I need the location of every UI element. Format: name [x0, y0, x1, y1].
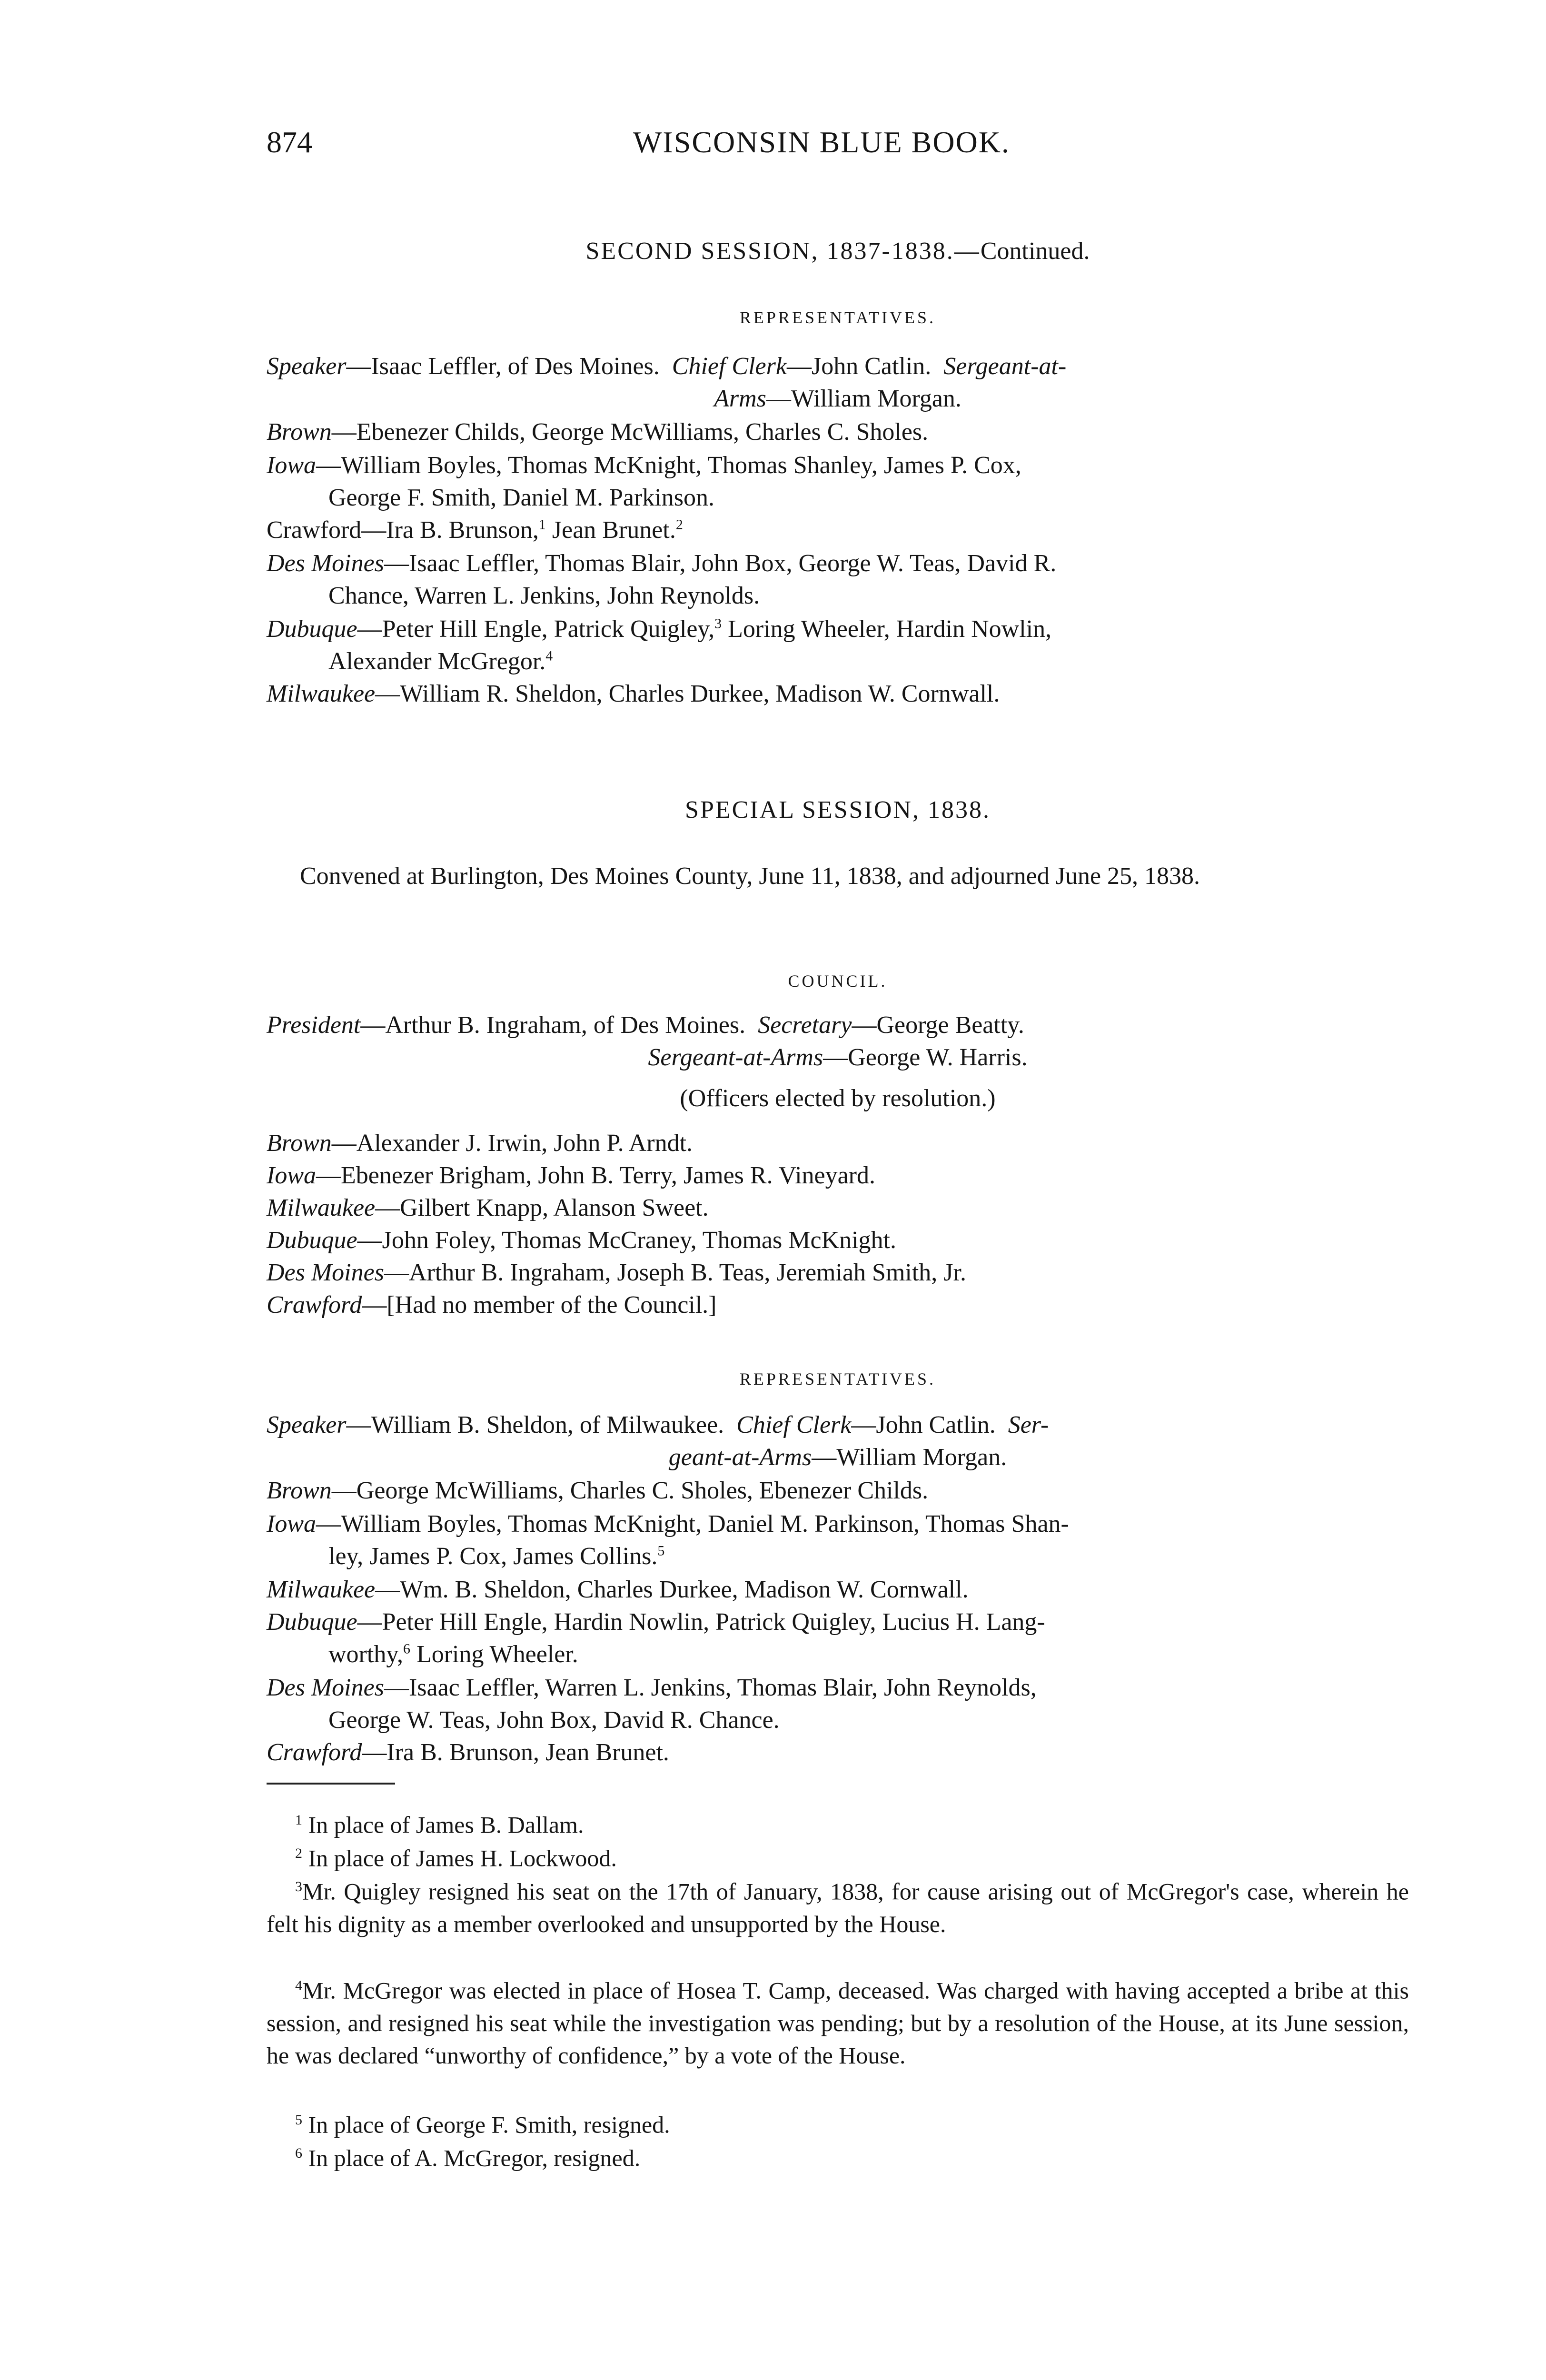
convened-paragraph: Convened at Burlington, Des Moines County, June 11, 1838, and adjourned June 25, 1838.: [300, 863, 1200, 890]
member-names: —Gilbert Knapp, Alanson Sweet.: [375, 1194, 709, 1221]
clerk-name: —John Catlin.: [786, 353, 932, 380]
clerk-label: Chief Clerk: [736, 1411, 852, 1438]
sergeant-name: —George W. Harris.: [823, 1044, 1028, 1071]
page-number: 874: [267, 125, 312, 159]
footnote: [267, 2137, 1409, 2174]
clerk-label: Chief Clerk: [672, 353, 787, 380]
second-session-reps-label: REPRESENTATIVES.: [739, 308, 936, 327]
council-officers: [267, 1009, 1409, 1041]
member-names: —Ira B. Brunson, Jean Brunet.: [362, 1739, 669, 1766]
footnote: [267, 1970, 1409, 2072]
county-name: Des Moines: [267, 1674, 384, 1701]
member-names: Jean Brunet.: [545, 516, 676, 544]
rep-member-entry-cont: [267, 1638, 1471, 1671]
second-session-continued: Continued.: [980, 238, 1090, 265]
speaker-label: Speaker: [267, 353, 347, 380]
member-entry: [267, 613, 1409, 645]
county-name: Crawford: [267, 516, 362, 544]
council-sergeant-line: [267, 1041, 1409, 1074]
county-name: Des Moines: [267, 1259, 384, 1286]
council-member-entry: [267, 1160, 1409, 1192]
officers-note: (Officers elected by resolution.): [680, 1085, 996, 1112]
sergeant-label: Sergeant-at-Arms: [648, 1044, 823, 1071]
footnote-number: 2: [295, 1845, 302, 1861]
member-names: —Peter Hill Engle, Patrick Quigley,: [357, 615, 715, 643]
footnote-ref: 1: [538, 516, 546, 533]
county-name: Dubuque: [267, 1227, 357, 1254]
sergeant-name: —William Morgan.: [812, 1444, 1007, 1471]
council-label: COUNCIL.: [788, 972, 888, 991]
member-names: —George McWilliams, Charles C. Sholes, Ebenezer Childs.: [331, 1477, 929, 1504]
footnote-ref: 2: [675, 516, 683, 533]
secretary-label: Secretary: [758, 1012, 852, 1039]
member-names: —John Foley, Thomas McCraney, Thomas McKnight.: [357, 1227, 896, 1254]
member-names: Loring Wheeler, Hardin Nowlin,: [722, 615, 1052, 643]
member-names: —Isaac Leffler, Warren L. Jenkins, Thomas Blair, John Reynolds,: [384, 1674, 1037, 1701]
clerk-name: —John Catlin.: [851, 1411, 996, 1438]
rep-member-entry: [267, 1508, 1409, 1540]
sergeant-label-b: Arms: [714, 385, 766, 412]
footnote-text: In place of James B. Dallam.: [308, 1811, 584, 1838]
member-names: —Ebenezer Brigham, John B. Terry, James R. Vineyard.: [316, 1162, 876, 1189]
reps-officers: [267, 1409, 1409, 1441]
council-member-entry: [267, 1192, 1409, 1224]
footnote-ref: 3: [714, 615, 722, 632]
second-session-heading: [267, 237, 1409, 265]
county-name: Crawford: [267, 1291, 362, 1319]
county-name: Iowa: [267, 1510, 316, 1537]
member-names: ley, James P. Cox, James Collins.: [328, 1543, 658, 1570]
council-member-entry: [267, 1127, 1409, 1160]
footnote-text: In place of A. McGregor, resigned.: [308, 2144, 641, 2172]
reps-sergeant-line: [267, 1441, 1409, 1474]
member-entry: [267, 416, 1409, 448]
member-names: —Wm. B. Sheldon, Charles Durkee, Madison W. Cornwall.: [375, 1576, 969, 1603]
footnote-text: In place of George F. Smith, resigned.: [308, 2111, 670, 2138]
footnote-text: Mr. Quigley resigned his seat on the 17th of January, 1838, for cause arising out of McGregor's case, wherein he felt his dignity as a member overlooked and unsupported by the House.: [267, 1878, 1409, 1937]
footnote: [267, 1837, 1409, 1874]
special-session-heading: SPECIAL SESSION, 1838.: [685, 796, 991, 823]
second-session-officers: [267, 350, 1409, 383]
member-names: —Alexander J. Irwin, John P. Arndt.: [331, 1130, 693, 1157]
second-session-title: SECOND SESSION, 1837-1838.—: [585, 238, 981, 265]
sergeant-label-b: geant-at-Arms: [668, 1444, 812, 1471]
county-name: Iowa: [267, 452, 316, 479]
footnote-number: 6: [295, 2145, 302, 2161]
member-names: —Arthur B. Ingraham, Joseph B. Teas, Jeremiah Smith, Jr.: [384, 1259, 966, 1286]
sergeant-label-a: Sergeant-at-: [943, 353, 1067, 380]
speaker-label: Speaker: [267, 1411, 347, 1438]
footnote-number: 5: [295, 2112, 302, 2128]
rep-member-entry-cont: George W. Teas, John Box, David R. Chance.: [328, 1706, 780, 1734]
member-names: —Peter Hill Engle, Hardin Nowlin, Patrick Quigley, Lucius H. Lang-: [357, 1608, 1045, 1636]
member-entry-cont: George F. Smith, Daniel M. Parkinson.: [328, 484, 714, 511]
member-names: —Ira B. Brunson,: [361, 516, 539, 544]
county-name: Des Moines: [267, 550, 384, 577]
council-member-entry: [267, 1224, 1409, 1257]
footnote-text: Mr. McGregor was elected in place of Hosea T. Camp, deceased. Was charged with having accepted a bribe at this session, and resigned his seat while the investigation was pending; but by a resolution of the House, at its June session, he was declared “unworthy of confidence,” by a vote of the House.: [267, 1977, 1409, 2069]
secretary-name: —George Beatty.: [852, 1012, 1024, 1039]
county-name: Crawford: [267, 1739, 362, 1766]
rep-member-entry: [267, 1606, 1409, 1638]
rep-member-entry: [267, 1736, 1409, 1769]
member-names: —William R. Sheldon, Charles Durkee, Madison W. Cornwall.: [375, 680, 1000, 707]
member-names: Loring Wheeler.: [410, 1641, 578, 1668]
member-names: —Ebenezer Childs, George McWilliams, Charles C. Sholes.: [331, 418, 929, 446]
county-name: Brown: [267, 1130, 332, 1157]
rep-member-entry: [267, 1672, 1409, 1704]
member-names: —William Boyles, Thomas McKnight, Daniel M. Parkinson, Thomas Shan-: [316, 1510, 1069, 1537]
county-name: Milwaukee: [267, 1194, 376, 1221]
president-name: —Arthur B. Ingraham, of Des Moines.: [360, 1012, 746, 1039]
county-name: Dubuque: [267, 615, 357, 643]
county-name: Brown: [267, 1477, 332, 1504]
running-head: [267, 125, 1409, 168]
special-reps-label: REPRESENTATIVES.: [739, 1369, 936, 1388]
member-entry: [267, 678, 1409, 710]
speaker-name: —Isaac Leffler, of Des Moines.: [346, 353, 660, 380]
sergeant-label-a: Ser-: [1008, 1411, 1049, 1438]
rep-member-entry: [267, 1475, 1409, 1507]
footnote-text: In place of James H. Lockwood.: [308, 1844, 617, 1872]
member-entry: [267, 514, 1409, 546]
rep-member-entry-cont: [267, 1540, 1471, 1573]
county-name: Brown: [267, 418, 332, 446]
member-names: worthy,: [328, 1641, 403, 1668]
running-title: WISCONSIN BLUE BOOK.: [633, 125, 1010, 159]
footnote-number: 4: [295, 1978, 302, 1993]
member-names: Alexander McGregor.: [328, 648, 546, 675]
council-member-entry: [267, 1289, 1409, 1321]
sergeant-name: —William Morgan.: [766, 385, 961, 412]
rep-member-entry: [267, 1574, 1409, 1606]
footnote-rule: [267, 1783, 395, 1785]
footnote-ref: 4: [545, 648, 553, 664]
speaker-name: —William B. Sheldon, of Milwaukee.: [346, 1411, 724, 1438]
member-entry-cont: Chance, Warren L. Jenkins, John Reynolds.: [328, 582, 760, 609]
president-label: President: [267, 1012, 361, 1039]
county-name: Dubuque: [267, 1608, 357, 1636]
footnote-number: 3: [295, 1879, 302, 1894]
footnote-ref: 5: [657, 1543, 665, 1559]
member-entry: [267, 449, 1409, 482]
footnote-number: 1: [295, 1812, 302, 1828]
footnote: [267, 1871, 1409, 1940]
second-session-sergeant-line: [267, 383, 1409, 415]
member-names: —[Had no member of the Council.]: [362, 1291, 717, 1319]
county-name: Iowa: [267, 1162, 316, 1189]
footnote: [267, 1804, 1409, 1841]
member-entry: [267, 547, 1409, 580]
member-names: —William Boyles, Thomas McKnight, Thomas Shanley, James P. Cox,: [316, 452, 1021, 479]
member-names: —Isaac Leffler, Thomas Blair, John Box, George W. Teas, David R.: [384, 550, 1057, 577]
county-name: Milwaukee: [267, 1576, 376, 1603]
member-entry-cont: [267, 645, 1471, 678]
county-name: Milwaukee: [267, 680, 376, 707]
footnote: [267, 2104, 1409, 2141]
council-member-entry: [267, 1257, 1409, 1289]
footnote-ref: 6: [403, 1641, 410, 1657]
